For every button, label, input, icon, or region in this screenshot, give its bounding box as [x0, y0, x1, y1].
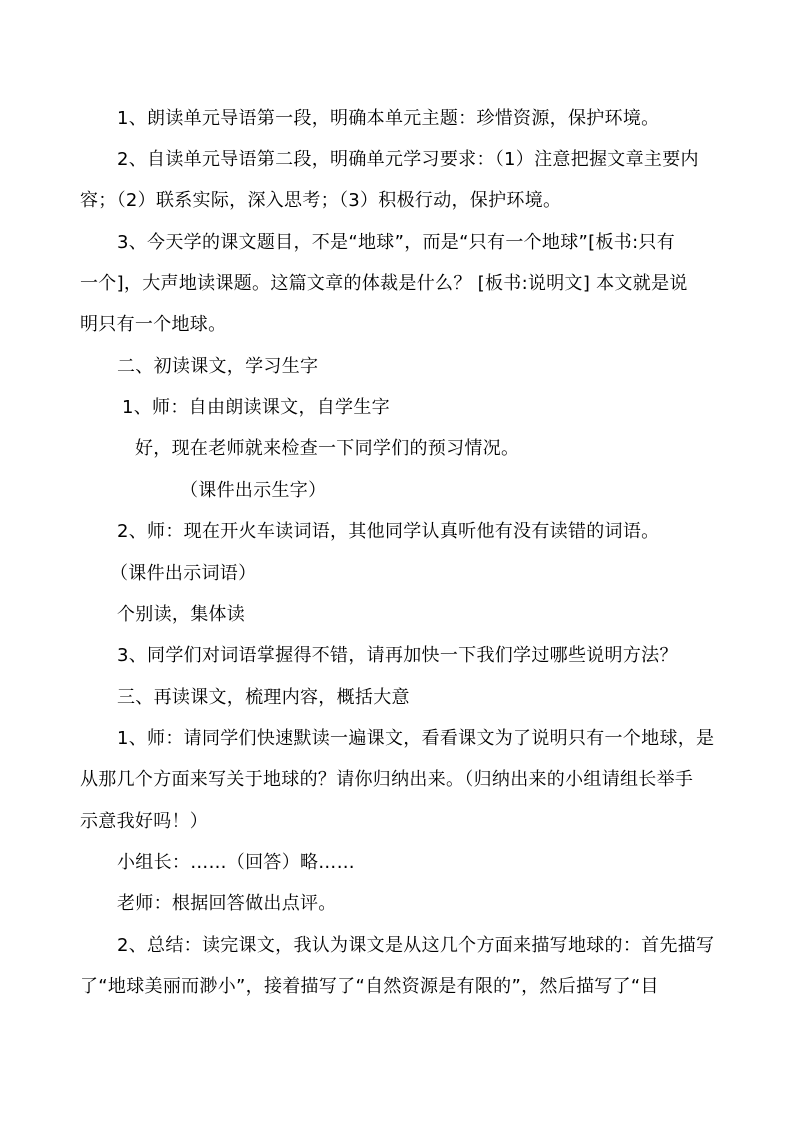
text-line-8: 1、师：自由朗读课文，自学生字	[122, 397, 390, 418]
text-line-12: （课件出示词语）	[110, 563, 257, 584]
text-line-4: 3、今天学的课文题目，不是“地球”，而是“只有一个地球”[板书:只有	[117, 232, 676, 253]
text-line-3: 容；（2）联系实际，深入思考；（3）积极行动，保护环境。	[80, 190, 562, 211]
text-line-2: 2、自读单元导语第二段，明确单元学习要求：（1）注意把握文章主要内	[117, 149, 699, 170]
text-line-6: 明只有一个地球。	[80, 314, 227, 335]
text-line-1: 1、朗读单元导语第一段，明确本单元主题：珍惜资源，保护环境。	[117, 108, 660, 129]
text-line-9: 好，现在老师就来检查一下同学们的预习情况。	[135, 438, 520, 459]
text-line-19: 小组长：……（回答）略……	[117, 852, 355, 873]
section-heading-2: 二、初读课文，学习生字	[117, 356, 319, 377]
text-line-5: 一个]，大声地读课题。这篇文章的体裁是什么？ [板书:说明文] 本文就是说	[80, 273, 688, 294]
text-line-11: 2、师：现在开火车读词语，其他同学认真听他有没有读错的词语。	[117, 521, 660, 542]
text-line-20: 老师：根据回答做出点评。	[117, 893, 337, 914]
text-line-14: 3、同学们对词语掌握得不错，请再加快一下我们学过哪些说明方法？	[117, 645, 678, 666]
text-line-21: 2、总结：读完课文，我认为课文是从这几个方面来描写地球的：首先描写	[117, 935, 715, 956]
text-line-13: 个别读，集体读	[117, 604, 246, 625]
text-line-17: 从那几个方面来写关于地球的？请你归纳出来。（归纳出来的小组请组长举手	[80, 769, 694, 790]
text-line-16: 1、师：请同学们快速默读一遍课文，看看课文为了说明只有一个地球，是	[117, 728, 715, 749]
text-line-22: 了“地球美丽而渺小”，接着描写了“自然资源是有限的”，然后描写了“目	[80, 976, 659, 997]
section-heading-3: 三、再读课文，梳理内容，概括大意	[117, 687, 410, 708]
text-line-18: 示意我好吗！）	[80, 811, 209, 832]
text-line-10: （课件出示生字）	[180, 480, 327, 501]
